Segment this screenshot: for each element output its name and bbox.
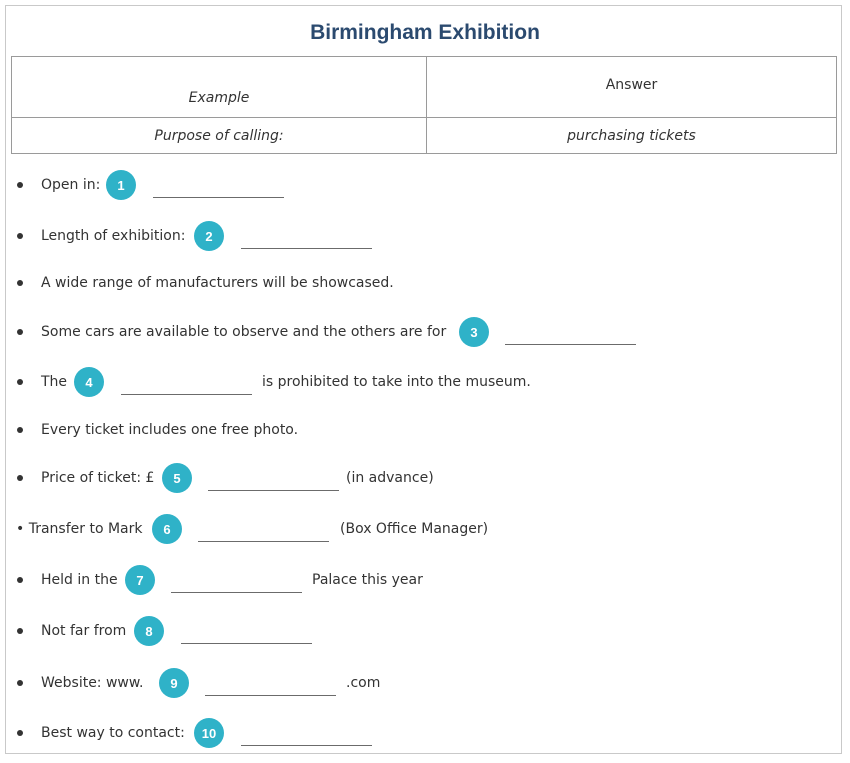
item-text-after: (in advance) [346,470,434,486]
item-text: Some cars are available to observe and the others are for [41,324,447,340]
answer-blank-2[interactable] [241,248,372,249]
bullet-dot [17,182,23,188]
question-number-badge: 9 [159,668,189,698]
bullet-dot [17,379,23,385]
table-cell-purpose-value: purchasing tickets [427,118,837,154]
item-text-after: is prohibited to take into the museum. [262,374,531,390]
item-text: Website: www. [41,675,144,691]
bullet-dot [17,475,23,481]
bullet-dot [17,427,23,433]
bullet-dot [17,329,23,335]
answer-blank-10[interactable] [241,745,372,746]
table-cell-purpose-label: Purpose of calling: [12,118,427,154]
answer-blank-7[interactable] [171,592,302,593]
bullet-dot [17,680,23,686]
item-text-after: .com [346,675,381,691]
question-number-badge: 5 [162,463,192,493]
answer-blank-9[interactable] [205,695,336,696]
item-text: • Transfer to Mark [16,521,143,537]
question-number-badge: 10 [194,718,224,748]
answer-blank-8[interactable] [181,643,312,644]
item-text: Held in the [41,572,118,588]
answer-blank-3[interactable] [505,344,636,345]
item-text-after: Palace this year [312,572,423,588]
example-table [11,56,837,154]
item-text: Length of exhibition: [41,228,186,244]
answer-blank-6[interactable] [198,541,329,542]
item-text: Not far from [41,623,127,639]
answer-blank-1[interactable] [153,197,284,198]
page-title: Birmingham Exhibition [310,21,540,44]
item-text: Best way to contact: [41,725,185,741]
bullet-dot [17,628,23,634]
item-text: Open in: [41,177,101,193]
bullet-dot [17,233,23,239]
question-number-badge: 2 [194,221,224,251]
question-number-badge: 8 [134,616,164,646]
item-text-after: (Box Office Manager) [340,521,489,537]
item-text: A wide range of manufacturers will be showcased. [41,275,394,291]
question-number-badge: 6 [152,514,182,544]
question-number-badge: 3 [459,317,489,347]
bullet-dot [17,280,23,286]
question-number-badge: 4 [74,367,104,397]
item-text: Every ticket includes one free photo. [41,422,299,438]
item-text: The [41,374,68,390]
table-header-example: Example [12,57,427,118]
question-number-badge: 7 [125,565,155,595]
answer-blank-4[interactable] [121,394,252,395]
table-header-answer: Answer [427,57,837,118]
answer-blank-5[interactable] [208,490,339,491]
bullet-dot [17,577,23,583]
item-text: Price of ticket: £ [41,470,155,486]
question-number-badge: 1 [106,170,136,200]
bullet-dot [17,730,23,736]
